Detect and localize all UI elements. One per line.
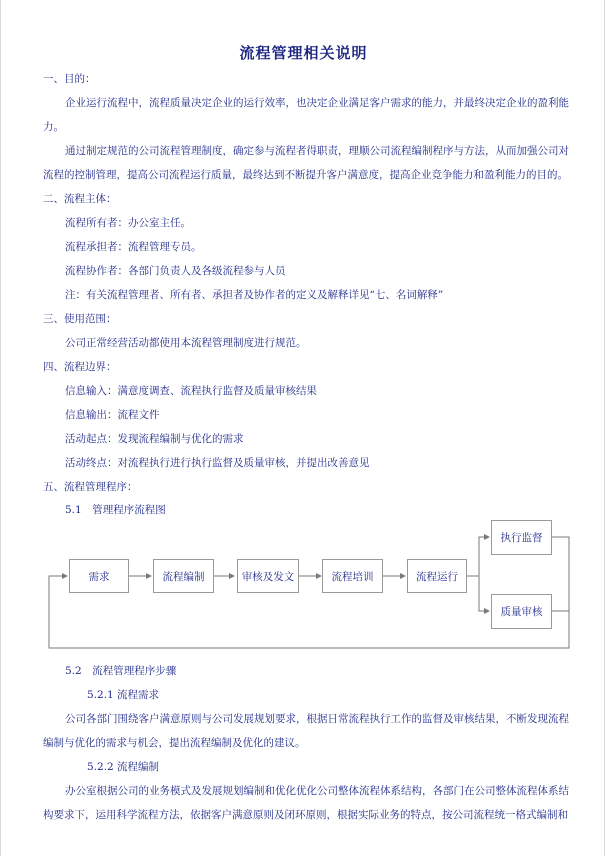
flow-node-operation: 流程运行	[407, 559, 467, 593]
subsection-5-2-heading: 5.2 流程管理程序步骤	[65, 665, 177, 677]
section-2-heading: 二、流程主体：	[43, 193, 117, 205]
arrow-operation-to-audit	[479, 576, 489, 611]
section-1-paragraph-2-line-1: 通过制定规范的公司流程管理制度，确定参与流程者得职责，理顺公司流程编制程序与方法，从而加强公司对	[65, 145, 569, 157]
section-1-paragraph-2-line-2: 流程的控制管理，提高公司流程运行质量，最终达到不断提升客户满意度，提高企业竞争能力和盈利能力的目的。	[43, 169, 568, 181]
flow-node-review: 审核及发文	[237, 559, 299, 593]
flow-node-audit: 质量审核	[491, 594, 552, 629]
info-input-line: 信息输入：满意度调查、流程执行监督及质量审核结果	[65, 385, 317, 397]
arrow-operation-to-supervision	[467, 537, 489, 576]
process-bearer-line: 流程承担者：流程管理专员。	[65, 241, 202, 253]
section-3-heading: 三、使用范围：	[43, 313, 117, 325]
step-5-2-2-line-1: 办公室根据公司的业务模式及发展规划编制和优化优化公司整体流程体系结构，各部门在公司整体流程体系结	[65, 785, 569, 797]
definition-note: 注：有关流程管理者、所有者、承担者及协作者的定义及解释详见“七、名词解释”	[65, 289, 444, 301]
activity-end-line: 活动终点：对流程执行进行执行监督及质量审核，并提出改善意见	[65, 457, 370, 469]
flowchart-connectors	[1, 0, 605, 856]
subsection-5-2-2-heading: 5.2.2 流程编制	[87, 761, 160, 773]
step-5-2-2-line-2: 构要求下，运用科学流程方法，依据客户满意原则及闭环原则，根据实际业务的特点，按公司流程统一格式编制和	[43, 809, 568, 821]
scope-text: 公司正常经营活动都使用本流程管理制度进行规范。	[65, 337, 307, 349]
section-1-paragraph-1-line-1: 企业运行流程中，流程质量决定企业的运行效率，也决定企业满足客户需求的能力，并最终决定企业的盈利能	[65, 97, 569, 109]
flow-node-compile: 流程编制	[153, 559, 214, 593]
section-4-heading: 四、流程边界：	[43, 361, 117, 373]
step-5-2-1-line-2: 编制与优化的需求与机会，提出流程编制及优化的建议。	[43, 737, 306, 749]
section-1-heading: 一、目的：	[43, 73, 96, 85]
process-collaborator-line: 流程协作者：各部门负责人及各级流程参与人员	[65, 265, 286, 277]
subsection-5-1-heading: 5.1 管理程序流程图	[65, 504, 166, 516]
section-5-heading: 五、流程管理程序：	[43, 481, 138, 493]
step-5-2-1-line-1: 公司各部门围绕客户满意原则与公司发展规划要求，根据日常流程执行工作的监督及审核结果，不断发现流程	[65, 713, 569, 725]
flow-node-demand: 需求	[69, 559, 129, 593]
flow-node-training: 流程培训	[322, 559, 383, 593]
flow-node-supervision: 执行监督	[491, 520, 552, 555]
subsection-5-2-1-heading: 5.2.1 流程需求	[87, 689, 160, 701]
page-title: 流程管理相关说明	[239, 44, 368, 62]
process-owner-line: 流程所有者：办公室主任。	[65, 217, 191, 229]
section-1-paragraph-1-line-2: 力。	[43, 121, 64, 133]
info-output-line: 信息输出：流程文件	[65, 409, 160, 421]
activity-start-line: 活动起点：发现流程编制与优化的需求	[65, 433, 244, 445]
